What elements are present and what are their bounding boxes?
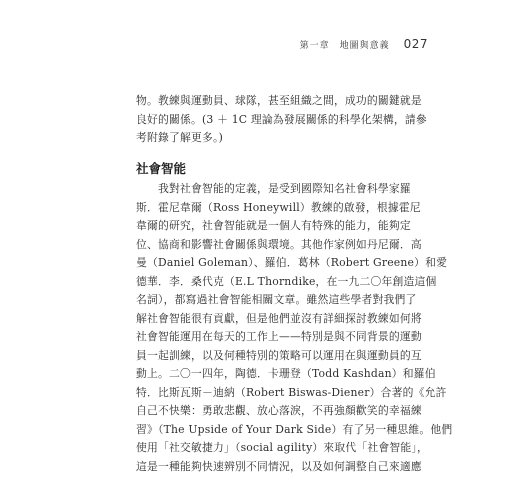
paragraph-line: 特．比斯瓦斯－迪納（Robert Biswas-Diener）合著的《允許 [136, 385, 447, 399]
paragraph-line: 韋爾的研究，社會智能就是一個人有特殊的能力，能夠定 [136, 219, 411, 232]
paragraph-line: 解社會智能很有貢獻，但是他們並沒有詳細探討教練如何將 [136, 311, 422, 325]
section-heading: 社會智能 [136, 161, 187, 176]
paragraph-line: 物。教練與運動員、球隊，甚至組織之間，成功的關鍵就是 [136, 94, 422, 107]
paragraph-line: 我對社會智能的定義，是受到國際知名社會科學家羅 [158, 182, 411, 195]
running-header [300, 37, 428, 51]
paragraph-line: 德華．李．桑代克（E.L Thorndike，在一九二〇年創造這個 [136, 274, 437, 288]
paragraph-line: 位、協商和影響社會關係與環境。其他作家例如丹尼爾．高 [136, 237, 422, 251]
paragraph-line: 名詞），都寫過社會智能相關文章。雖然這些學者對我們了 [136, 293, 417, 306]
paragraph-line: 斯．霍尼韋爾（Ross Honeywill）教練的啟發，根據霍尼 [136, 200, 421, 214]
paragraph-line: 動上。二〇一四年，陶德．卡珊登（Todd Kashdan）和羅伯 [136, 367, 436, 380]
paragraph-line: 習》（The Upside of Your Dark Side）有了另一種思維。他們 [136, 422, 453, 436]
paragraph-line: 使用「社交敏捷力」（social agility）來取代「社會智能」， [136, 441, 428, 454]
section-paragraph [136, 180, 453, 476]
paragraph-line: 曼（Daniel Goleman）、羅伯．葛林（Robert Greene）和愛 [136, 256, 448, 269]
chapter-title: 第一章 地圖與意義 [299, 41, 390, 51]
paragraph-line: 社會智能運用在每天的工作上——特別是與不同背景的運動 [136, 330, 422, 343]
intro-paragraph [136, 92, 427, 148]
paragraph-line: 員一起訓練，以及何種特別的策略可以運用在與運動員的互 [136, 348, 422, 362]
paragraph-line: 自己不快樂：勇敢悲觀、放心落淚，不再強顏歡笑的幸福練 [136, 404, 422, 417]
paragraph-line: 良好的關係。(3 ＋ 1C 理論為發展關係的科學化架構，請參 [136, 112, 427, 126]
page-number: 027 [403, 37, 428, 51]
paragraph-line: 這是一種能夠快速辨別不同情況，以及如何調整自己來適應 [136, 459, 422, 473]
paragraph-line: 考附錄了解更多。) [136, 131, 223, 144]
